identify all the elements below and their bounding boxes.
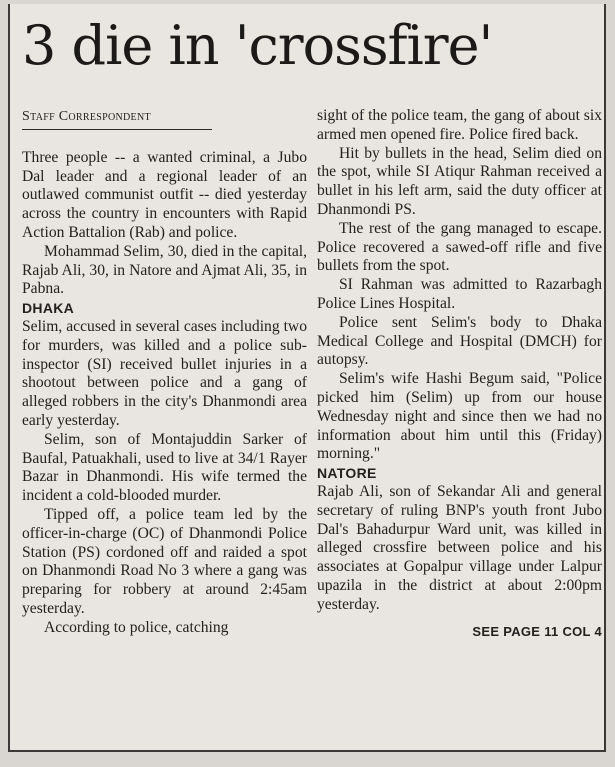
- paragraph: Hit by bullets in the head, Selim died on the spot, while SI Atiqur Rahman received a bullet in his left arm, said the duty officer at Dhanmondi PS.: [317, 144, 602, 218]
- paragraph: Mohammad Selim, 30, died in the capital, Rajab Ali, 30, in Natore and Ajmat Ali, 35, in Pabna.: [22, 242, 307, 298]
- headline: 3 die in 'crossfire': [22, 14, 493, 77]
- left-column: [22, 108, 307, 638]
- paragraph: SI Rahman was admitted to Razarbagh Police Lines Hospital.: [317, 276, 602, 312]
- paragraph: Selim, son of Montajuddin Sarker of Baufal, Patuakhali, used to live at 34/1 Rayer Bazar in Dhanmondi. His wife termed the incident a cold-blooded murder.: [22, 430, 307, 505]
- paragraph: sight of the police team, the gang of about six armed men opened fire. Police fired back.: [317, 107, 602, 143]
- right-column: [317, 107, 602, 641]
- paragraph: Tipped off, a police team led by the officer-in-charge (OC) of Dhanmondi Police Station (PS) cordoned off and raided a spot on Dhanmondi Road No 3 where a gang was preparing for robbery at around 2:45am yesterday.: [22, 505, 307, 617]
- paragraph: The rest of the gang managed to escape. Police recovered a sawed-off rifle and five bullets from the spot.: [317, 219, 602, 275]
- news-clipping: [8, 4, 606, 752]
- continuation-note: SEE PAGE 11 COL 4: [472, 623, 602, 639]
- paragraph: Selim's wife Hashi Begum said, "Police picked him (Selim) up from our house Wednesday night and since then we had no information about him until this (Friday) morning.": [317, 370, 602, 463]
- paragraph: Police sent Selim's body to Dhaka Medical College and Hospital (DMCH) for autopsy.: [317, 313, 602, 369]
- dateline-dhaka: DHAKA: [22, 300, 75, 317]
- dateline-natore: NATORE: [317, 465, 377, 482]
- byline: Staff Correspondent: [22, 108, 212, 130]
- paragraph: Selim, accused in several cases including two for murders, was killed and a police sub-inspector (SI) received bullet injuries in a shootout between police and a gang of alleged robbers in the city's Dhanmondi area early yesterday.: [22, 317, 307, 429]
- paragraph: According to police, catching: [44, 618, 229, 636]
- paragraph: Rajab Ali, son of Sekandar Ali and general secretary of ruling BNP's youth front Jubo Dal's Bahadurpur Ward unit, was killed in alleged crossfire between police and his associates at Gopalpur village under Lalpur upazila in the district at about 2:00pm yesterday.: [317, 482, 602, 613]
- paragraph: Three people -- a wanted criminal, a Jubo Dal leader and a regional leader of an outlawed communist outfit -- died yesterday across the country in encounters with Rapid Action Battalion (Rab) and police.: [22, 148, 307, 241]
